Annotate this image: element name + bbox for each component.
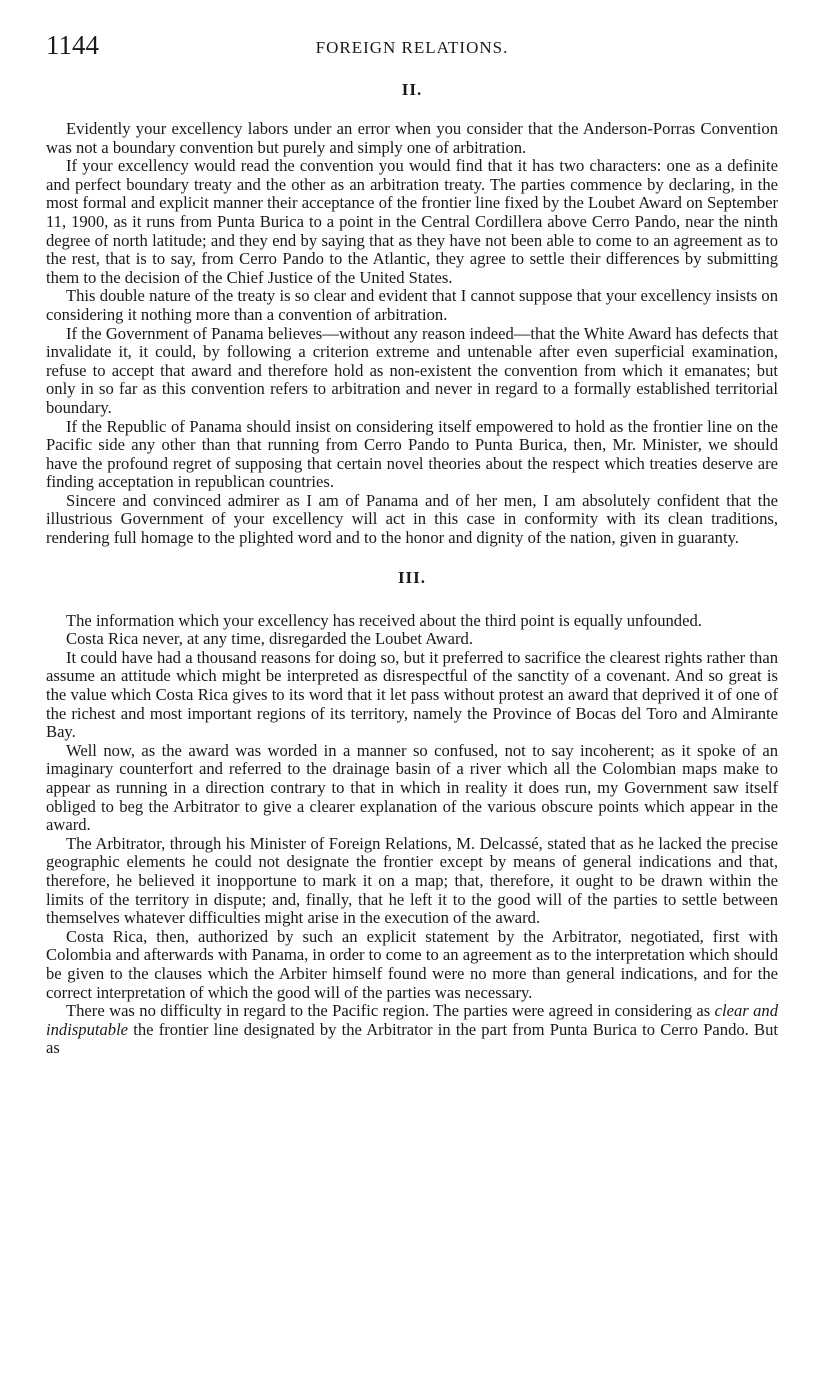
running-title: FOREIGN RELATIONS. — [315, 38, 509, 57]
italic-phrase: clear and indisputable — [46, 1001, 779, 1039]
paragraph: Evidently your excellency labors under an error when you consider that the Anderson-Porras Convention was not a boundary convention but purely and simply one of arbitration. — [46, 119, 778, 157]
paragraph: This double nature of the treaty is so clear and evident that I cannot suppose that your excellency insists on considering it nothing more than a convention of arbitration. — [46, 286, 778, 324]
paragraph: Well now, as the award was worded in a manner so confused, not to say incoherent; as it spoke of an imaginary counterfort and referred to the drainage basin of a river which all the Colombian maps make to appear as running in a direction contrary to that in which in reality it does run, my Government saw itself obliged to beg the Arbitrator to give a clearer explanation of the various obscure points which appear in the award. — [46, 740, 778, 835]
paragraph: The information which your excellency has received about the third point is equally unfounded. — [66, 610, 702, 630]
paragraph-text: the frontier line designated by the Arbitrator in the part from Punta Burica to Cerro Pando. But as — [46, 1019, 778, 1058]
section-heading-iii: III. — [397, 567, 427, 587]
paragraph: It could have had a thousand reasons for doing so, but it preferred to sacrifice the clearest rights rather than assume an attitude which might be interpreted as disrespectful of the sanctity of a covenant. And so great is the value which Costa Rica gives to its word that it let pass without protest an award that deprived it of one of the richest and most important regions of its territory, namely the Province of Bocas del Toro and Almirante Bay. — [46, 647, 778, 742]
running-header — [46, 30, 778, 64]
paragraph: If the Republic of Panama should insist on considering itself empowered to hold as the frontier line on the Pacific side any other than that running from Cerro Pando to Punta Burica, then, Mr. Minister, we should have the profound regret of supposing that certain novel theories about the respect which treaties deserve are finding acceptation in republican countries. — [46, 416, 778, 492]
paragraph: The Arbitrator, through his Minister of Foreign Relations, M. Delcassé, stated that as he lacked the precise geographic elements he could not designate the frontier except by means of general indications and that, therefore, he believed it inopportune to mark it on a map; that, therefore, it ought to be drawn within the limits of the territory in dispute; and, finally, that he left it to the good will of the parties to settle between themselves whatever difficulties might arise in the execution of the award. — [46, 833, 778, 928]
paragraph-text: There was no difficulty in regard to the Pacific region. The parties were agreed in considering as — [66, 1001, 715, 1021]
paragraph: Sincere and convinced admirer as I am of Panama and of her men, I am absolutely confident that the illustrious Government of your excellency will act in this case in conformity with its clean traditions, rendering full homage to the plighted word and to the honor and dignity of the nation, given in guaranty. — [46, 490, 778, 548]
paragraph: If the Government of Panama believes—without any reason indeed—that the White Award has defects that invalidate it, it could, by following a criterion extreme and untenable after even superficial examination, refuse to accept that award and therefore hold as non-existent the convention from which it emanates; but only in so far as this convention refers to arbitration and never in regard to a formally established territorial boundary. — [46, 323, 778, 417]
paragraph-last — [46, 1002, 778, 1058]
paragraph: Costa Rica, then, authorized by such an explicit statement by the Arbitrator, negotiated, first with Colombia and afterwards with Panama, in order to come to an agreement as to the interpretation which should be given to the clauses which the Arbiter himself found were no more than general indications, and for the correct interpretation of which the good will of the parties was necessary. — [46, 926, 778, 1002]
page-number: 1144 — [46, 30, 99, 60]
section-heading-ii: II. — [401, 80, 423, 99]
paragraph: Costa Rica never, at any time, disregarded the Loubet Award. — [66, 629, 473, 649]
paragraph: If your excellency would read the convention you would find that it has two characters: one as a definite and perfect boundary treaty and the other as an arbitration treaty. The parties commence by declaring, in the most formal and explicit manner their acceptance of the frontier line fixed by the Loubet Award on September 11, 1900, as it runs from Punta Burica to a point in the Central Cordillera above Cerro Pando, near the ninth degree of north latitude; and they end by saying that as they have not been able to come to an agreement as to the rest, that is to say, from Cerro Pando to the Atlantic, they agree to settle their differences by submitting them to the decision of the Chief Justice of the United States. — [46, 156, 778, 287]
